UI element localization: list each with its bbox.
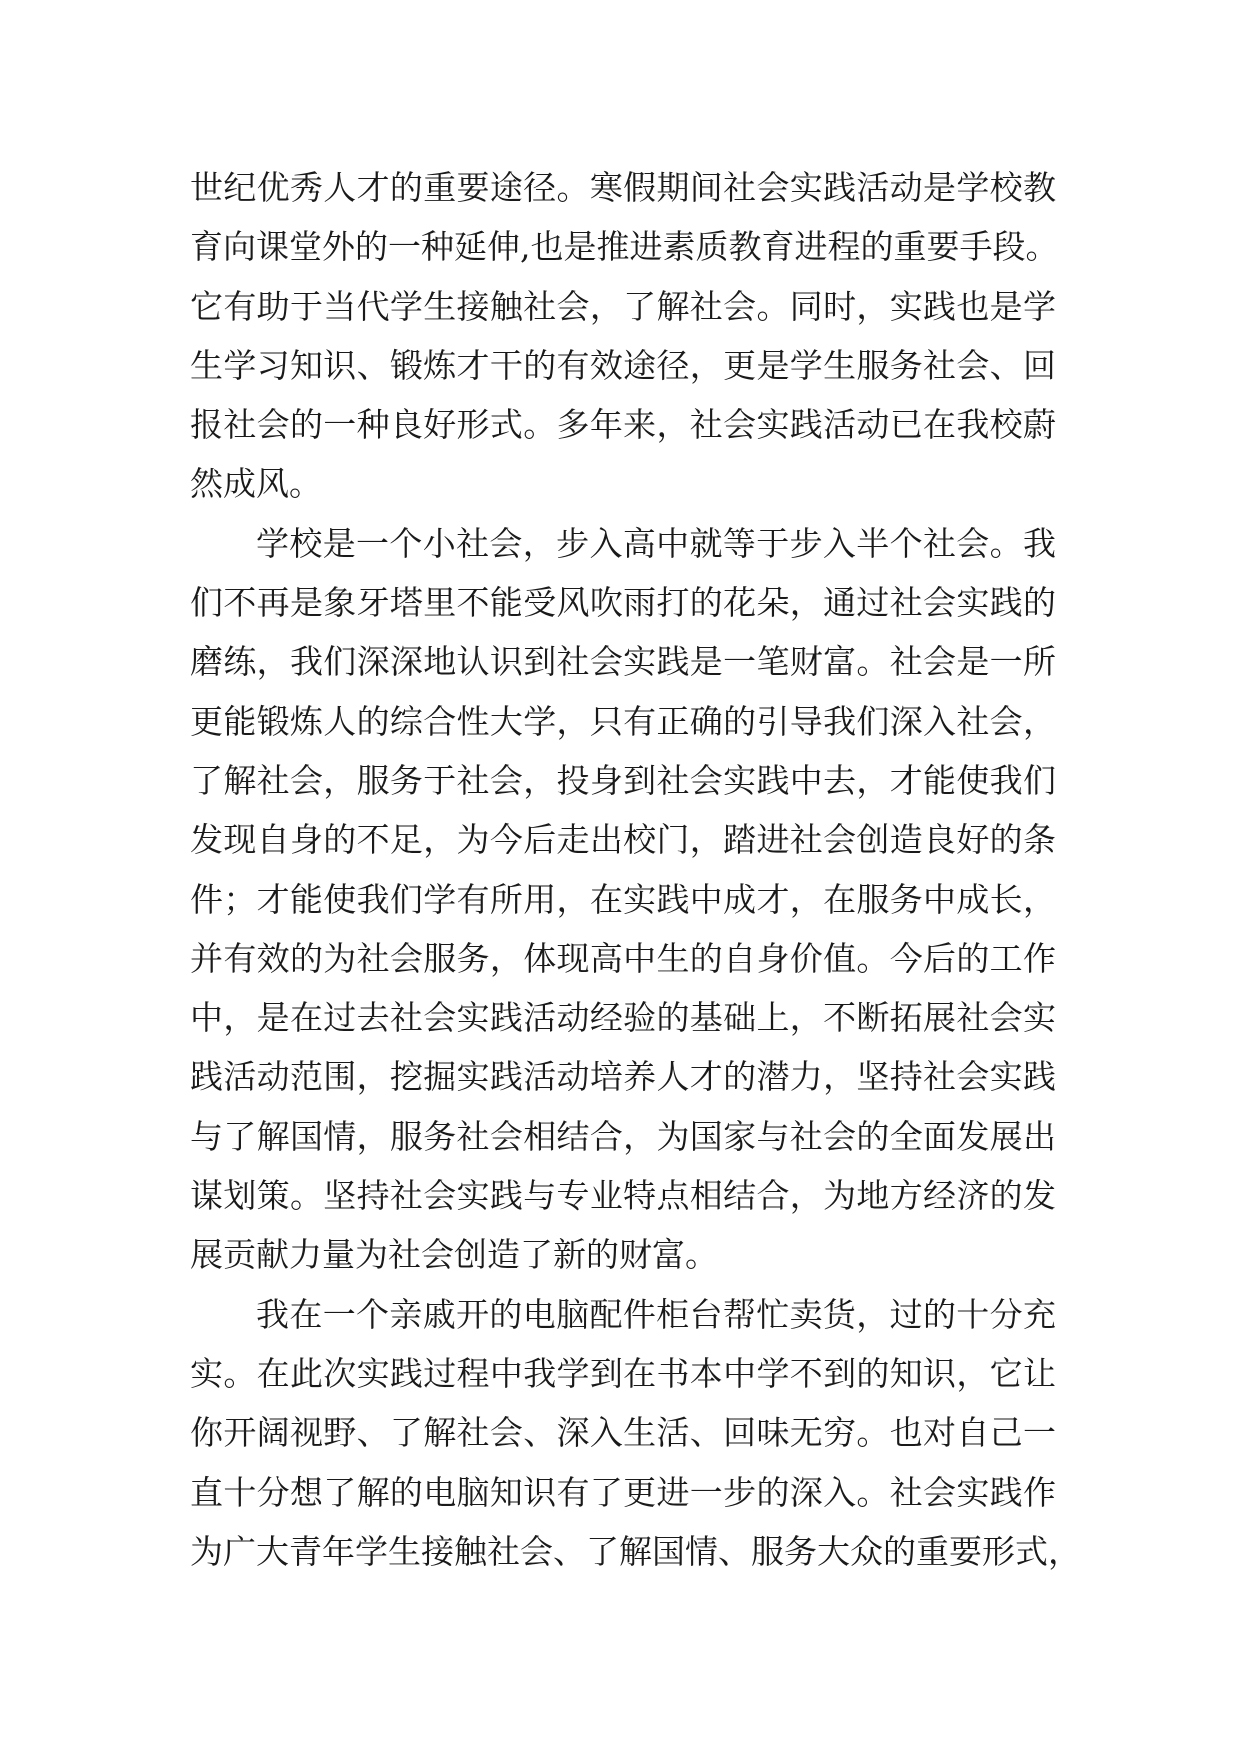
text-line: 谋划策。坚持社会实践与专业特点相结合，为地方经济的发 [190, 1176, 1056, 1216]
text-line: 展贡献力量为社会创造了新的财富。 [190, 1235, 718, 1275]
text-line: 育向课堂外的一种延伸,也是推进素质教育进程的重要手段。 [190, 227, 1059, 267]
text-line: 生学习知识、锻炼才干的有效途径，更是学生服务社会、回 [190, 345, 1056, 385]
text-line: 践活动范围，挖掘实践活动培养人才的潜力，坚持社会实践 [190, 1057, 1056, 1097]
text-line: 们不再是象牙塔里不能受风吹雨打的花朵，通过社会实践的 [190, 583, 1056, 623]
text-line: 世纪优秀人才的重要途径。寒假期间社会实践活动是学校教 [190, 168, 1056, 207]
paragraph-1 [190, 158, 1059, 514]
paragraph-3 [190, 1285, 1081, 1581]
body-text [190, 158, 1081, 1581]
text-line: 发现自身的不足，为今后走出校门，踏进社会创造良好的条 [190, 820, 1056, 860]
text-line: 中，是在过去社会实践活动经验的基础上，不断拓展社会实 [190, 998, 1056, 1038]
text-line: 件；才能使我们学有所用，在实践中成才，在服务中成长， [190, 879, 1056, 919]
text-line: 更能锻炼人的综合性大学，只有正确的引导我们深入社会， [190, 701, 1056, 741]
text-line: 你开阔视野、了解社会、深入生活、回味无穷。也对自己一 [190, 1413, 1056, 1453]
text-line: 然成风。 [190, 464, 322, 504]
text-line: 与了解国情，服务社会相结合，为国家与社会的全面发展出 [190, 1116, 1056, 1156]
text-line: 实。在此次实践过程中我学到在书本中学不到的知识，它让 [190, 1353, 1056, 1393]
text-line: 磨练，我们深深地认识到社会实践是一笔财富。社会是一所 [190, 642, 1056, 682]
text-line: 学校是一个小社会，步入高中就等于步入半个社会。我 [256, 523, 1056, 563]
text-line: 报社会的一种良好形式。多年来，社会实践活动已在我校蔚 [190, 405, 1056, 445]
text-line: 直十分想了解的电脑知识有了更进一步的深入。社会实践作 [190, 1472, 1056, 1512]
text-line: 为广大青年学生接触社会、了解国情、服务大众的重要形式， [190, 1531, 1081, 1571]
paragraph-2 [190, 514, 1056, 1285]
text-line: 并有效的为社会服务，体现高中生的自身价值。今后的工作 [190, 938, 1056, 978]
text-line: 它有助于当代学生接触社会，了解社会。同时，实践也是学 [190, 286, 1056, 326]
text-line: 我在一个亲戚开的电脑配件柜台帮忙卖货，过的十分充 [256, 1294, 1056, 1334]
text-line: 了解社会，服务于社会，投身到社会实践中去，才能使我们 [190, 760, 1056, 800]
